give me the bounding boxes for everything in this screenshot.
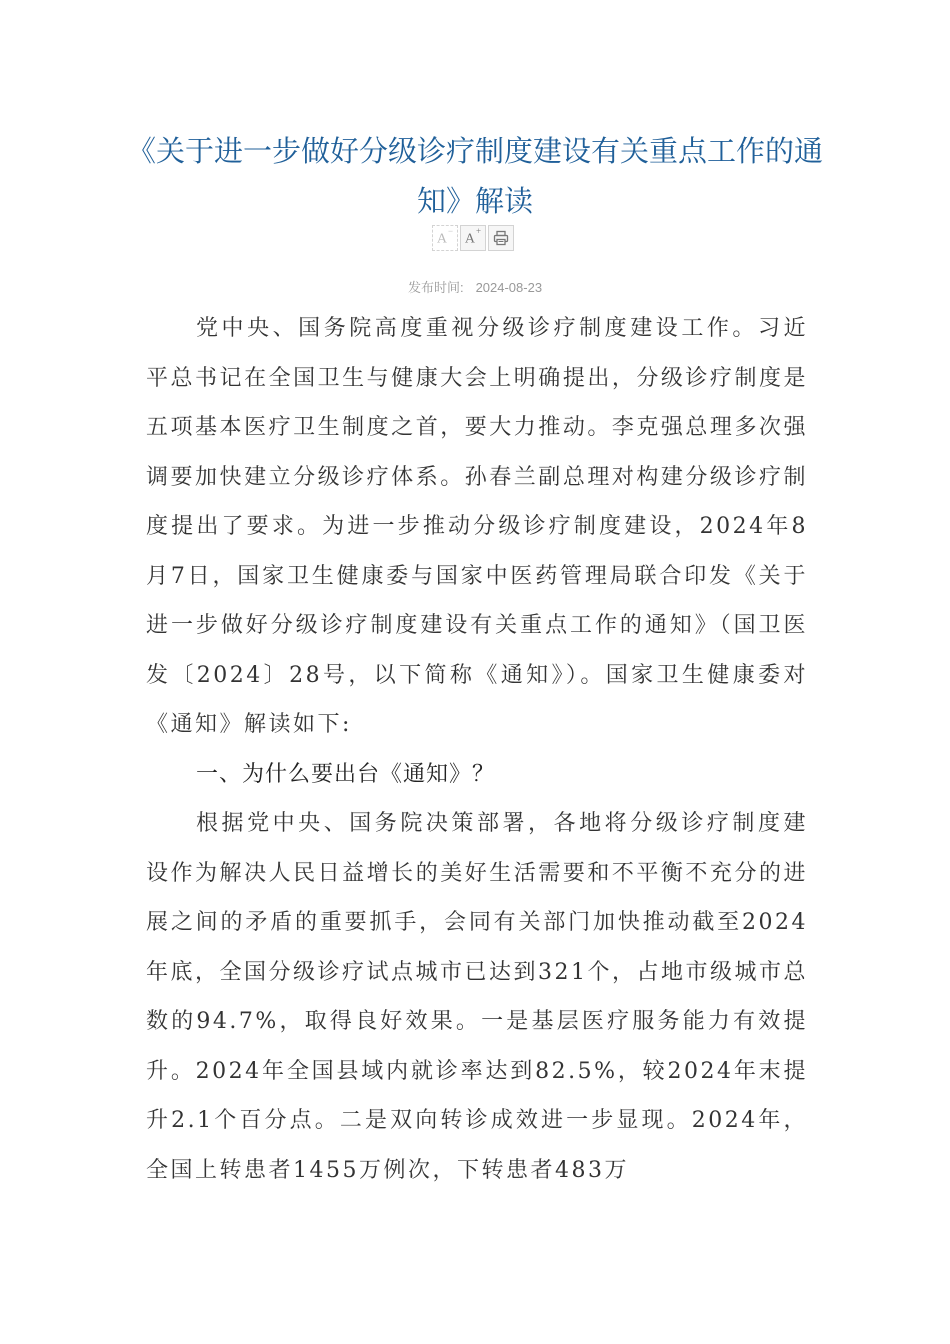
article-body bbox=[146, 304, 808, 1195]
font-increase-icon: A+ bbox=[464, 225, 482, 247]
font-decrease-icon: A− bbox=[436, 225, 454, 247]
publish-date: 2024-08-23 bbox=[475, 280, 543, 295]
paragraph-intro: 党中央、国务院高度重视分级诊疗制度建设工作。习近平总书记在全国卫生与健康大会上明确提出，分级诊疗制度是五项基本医疗卫生制度之首，要大力推动。李克强总理多次强调要加快建立分级诊疗体系。孙春兰副总理对构建分级诊疗制度提出了要求。为进一步推动分级诊疗制度建设，2024年8月7日，国家卫生健康委与国家中医药管理局联合印发《关于进一步做好分级诊疗制度建设有关重点工作的通知》（国卫医发〔2024〕28号，以下简称《通知》）。国家卫生健康委对《通知》解读如下: bbox=[146, 316, 808, 737]
publish-label: 发布时间: bbox=[407, 280, 464, 295]
printer-icon bbox=[493, 230, 509, 246]
paragraph-section-1: 根据党中央、国务院决策部署，各地将分级诊疗制度建设作为解决人民日益增长的美好生活需要和不平衡不充分的进展之间的矛盾的重要抓手，会同有关部门加快推动截至2024年底，全国分级诊疗试点城市已达到321个，占地市级城市总数的94.7%，取得良好效果。一是基层医疗服务能力有效提升。2024年全国县域内就诊率达到82.5%，较2024年末提升2.1个百分点。二是双向转诊成效进一步显现。2024年，全国上转患者1455万例次，下转患者483万 bbox=[146, 811, 808, 1183]
print-button[interactable] bbox=[488, 225, 514, 251]
font-decrease-button[interactable] bbox=[432, 225, 458, 251]
article-toolbar bbox=[432, 225, 514, 251]
publish-meta bbox=[0, 277, 950, 296]
article-title: 《关于进一步做好分级诊疗制度建设有关重点工作的通知》解读 bbox=[126, 134, 823, 218]
font-increase-button[interactable] bbox=[460, 225, 486, 251]
section-heading-1: 一、为什么要出台《通知》？ bbox=[196, 761, 496, 787]
